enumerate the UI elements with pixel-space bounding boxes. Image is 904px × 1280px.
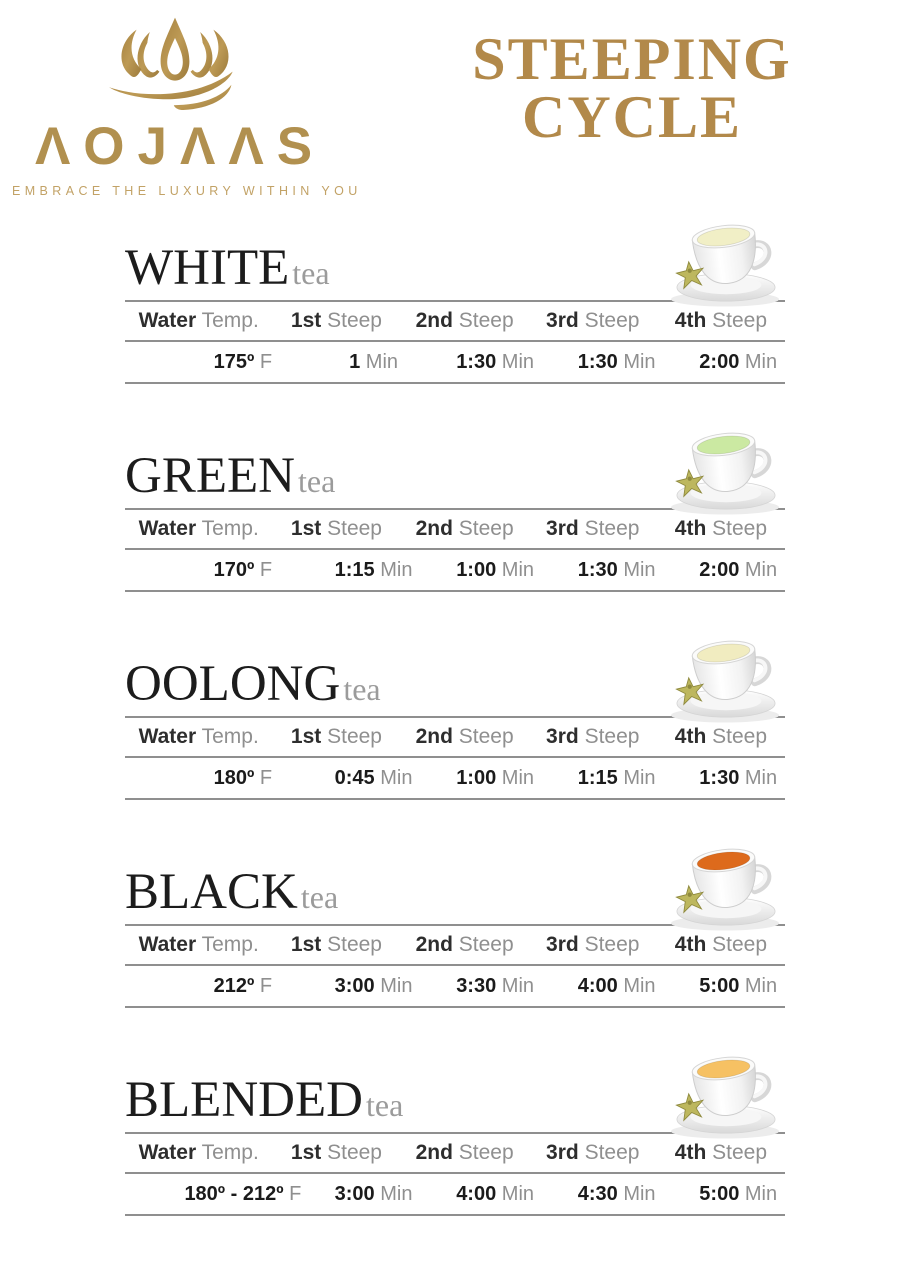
tea-section [125,200,785,384]
value-4th-steep: 2:00 Min [699,350,778,373]
header-2nd-steep: 2nd Steep [415,517,514,540]
table-value-row [125,1174,799,1214]
table-header-row [125,302,785,342]
value-3rd-steep: 4:30 Min [577,1182,656,1205]
header-1st-steep: 1st Steep [290,725,382,748]
value-2nd-steep: 1:00 Min [456,766,535,789]
header-water-temp: Water Temp. [138,933,259,956]
value-water-temp: 180º - 212º F [184,1182,302,1205]
header-water-temp: Water Temp. [138,1141,259,1164]
table-value-row [125,342,799,382]
tea-name [125,240,330,300]
section-head [125,1032,785,1132]
steep-table [125,508,785,592]
brand-tagline: EMBRACE THE LUXURY WITHIN YOU [12,184,362,198]
page-title-line2: CYCLE [521,84,743,151]
value-4th-steep: 5:00 Min [699,974,778,997]
star-anise-center [688,269,692,273]
star-anise-center [688,893,692,897]
header-2nd-steep: 2nd Steep [415,309,514,332]
header-3rd-steep: 3rd Steep [546,1141,640,1164]
header-1st-steep: 1st Steep [290,933,382,956]
section-head [125,408,785,508]
table-value-row [125,550,799,590]
header-2nd-steep: 2nd Steep [415,933,514,956]
tea-section [125,824,785,1008]
section-head [125,824,785,924]
steep-table [125,1132,785,1216]
header-3rd-steep: 3rd Steep [546,725,640,748]
tea-cup-image [667,411,785,515]
header-3rd-steep: 3rd Steep [546,517,640,540]
header-3rd-steep: 3rd Steep [546,309,640,332]
header-3rd-steep: 3rd Steep [546,933,640,956]
star-anise-center [688,1101,692,1105]
tea-name [125,864,339,924]
value-2nd-steep: 4:00 Min [456,1182,535,1205]
tea-word: tea [292,255,330,291]
value-4th-steep: 1:30 Min [699,766,778,789]
table-header-row [125,718,785,758]
table-value-row [125,758,799,798]
page-title [442,26,822,151]
star-anise-center [688,685,692,689]
header-4th-steep: 4th Steep [674,933,768,956]
star-anise-center [688,477,692,481]
value-3rd-steep: 1:15 Min [577,766,656,789]
header-2nd-steep: 2nd Steep [415,1141,514,1164]
steep-table [125,716,785,800]
value-water-temp: 175º F [213,350,273,373]
section-head [125,200,785,300]
tea-sections [125,200,785,1240]
value-2nd-steep: 1:00 Min [456,558,535,581]
value-4th-steep: 5:00 Min [699,1182,778,1205]
value-2nd-steep: 3:30 Min [456,974,535,997]
header-1st-steep: 1st Steep [290,309,382,332]
header-water-temp: Water Temp. [138,725,259,748]
value-1st-steep: 0:45 Min [334,766,413,789]
tea-word: tea [300,879,339,915]
tea-word: tea [297,463,336,499]
tea-name-word: GREEN [125,448,295,504]
value-1st-steep: 1:15 Min [334,558,413,581]
tea-cup-image [667,619,785,723]
value-water-temp: 170º F [213,558,273,581]
header-4th-steep: 4th Steep [674,725,768,748]
table-value-row [125,966,799,1006]
value-3rd-steep: 1:30 Min [577,558,656,581]
value-1st-steep: 1 Min [349,350,399,373]
header-1st-steep: 1st Steep [290,1141,382,1164]
table-header-row [125,510,785,550]
table-header-row [125,926,785,966]
tea-name-word: BLACK [125,864,298,920]
brand-logo [12,14,362,198]
steep-table [125,924,785,1008]
value-1st-steep: 3:00 Min [334,1182,413,1205]
tea-name [125,448,336,508]
section-head [125,616,785,716]
header-4th-steep: 4th Steep [674,517,768,540]
brand-wordmark: ΛOJΛΛS [34,117,326,176]
value-1st-steep: 3:00 Min [334,974,413,997]
tea-name-word: BLENDED [125,1072,363,1128]
value-water-temp: 180º F [213,766,273,789]
tea-word: tea [343,671,381,707]
tea-section [125,408,785,592]
value-4th-steep: 2:00 Min [699,558,778,581]
value-water-temp: 212º F [213,974,273,997]
value-2nd-steep: 1:30 Min [456,350,535,373]
tea-name [125,1072,404,1132]
page-title-line1: STEEPING [472,26,792,92]
header-water-temp: Water Temp. [138,309,259,332]
header-4th-steep: 4th Steep [674,1141,768,1164]
lotus-icon [75,14,275,116]
table-header-row [125,1134,785,1174]
tea-cup-image [667,1035,785,1139]
value-3rd-steep: 1:30 Min [577,350,656,373]
value-3rd-steep: 4:00 Min [577,974,656,997]
tea-word: tea [365,1087,404,1123]
tea-name-word: OOLONG [125,656,341,712]
tea-section [125,616,785,800]
header-water-temp: Water Temp. [138,517,259,540]
tea-cup-image [667,203,785,307]
header-2nd-steep: 2nd Steep [415,725,514,748]
tea-section [125,1032,785,1216]
tea-name-word: WHITE [125,240,290,296]
header-4th-steep: 4th Steep [674,309,768,332]
tea-cup-image [667,827,785,931]
header-1st-steep: 1st Steep [290,517,382,540]
tea-name [125,656,381,716]
steep-table [125,300,785,384]
